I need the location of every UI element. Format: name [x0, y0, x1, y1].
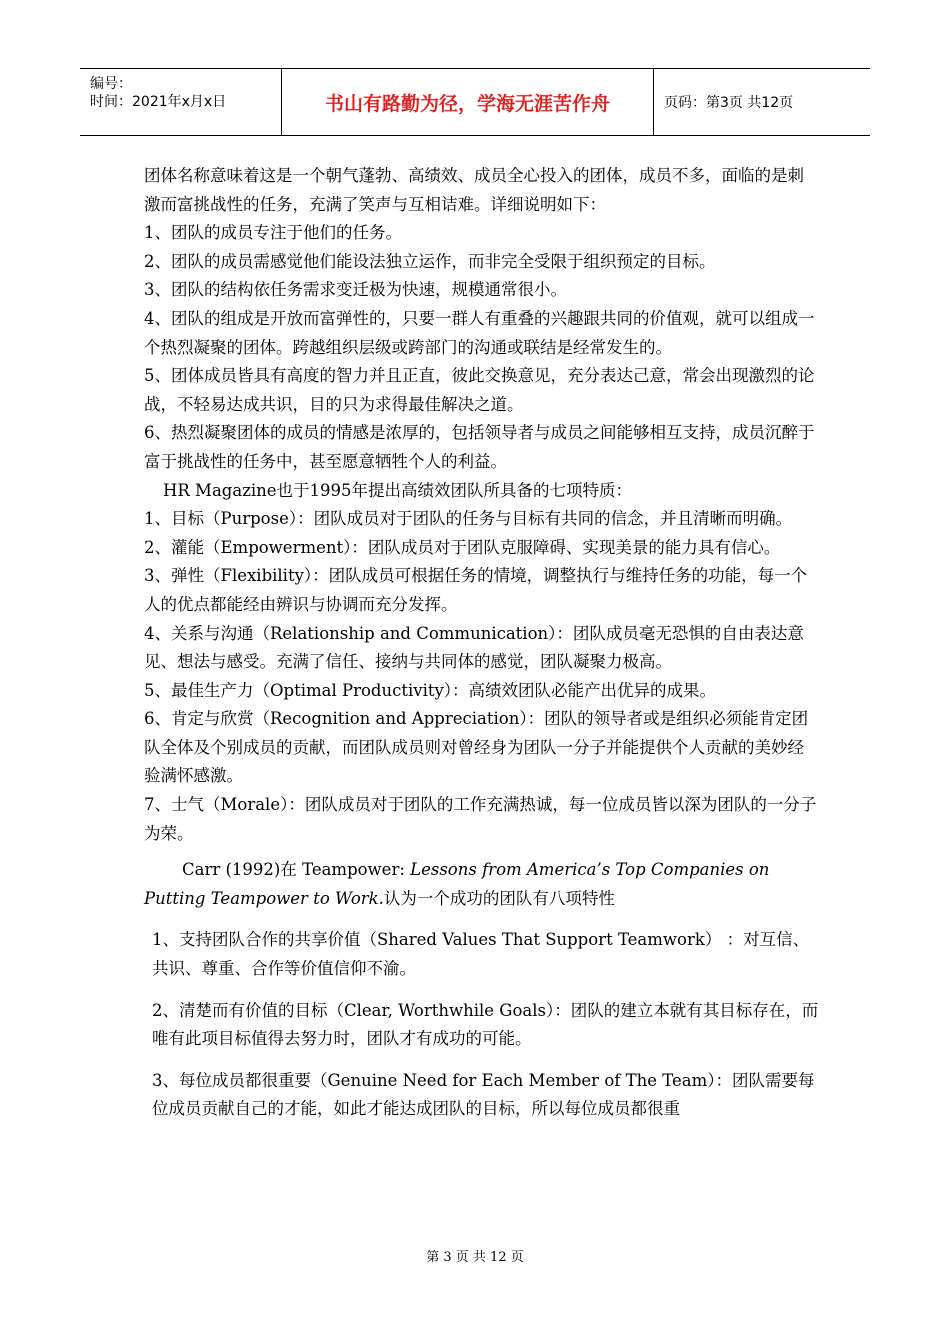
carr-conclusion: 认为一个成功的团队有八项特性: [383, 888, 615, 908]
date-label: 时间：2021年x月x日: [90, 94, 227, 110]
success-item-1: 1、支持团队合作的共享价值（Shared Values That Support Teamwork） ：对互信、共识、尊重、合作等价值信仰不渝。: [152, 930, 810, 979]
document-body: [144, 162, 820, 1124]
intro-paragraph: 团体名称意味着这是一个朝气蓬勃、高绩效、成员全心投入的团体，成员不多，面临的是刺激而富挑战性的任务，充满了笑声与互相诘难。详细说明如下：: [144, 166, 804, 214]
detail-item-1: 1、团队的成员专注于他们的任务。: [144, 223, 402, 243]
detail-item-3: 3、团队的结构依任务需求变迁极为快速，规模通常很小。: [144, 280, 567, 300]
trait-item-5: 5、最佳生产力（Optimal Productivity）：高绩效团队必能产出优异的成果。: [144, 680, 717, 700]
hr-magazine-paragraph: HR Magazine也于1995年提出高绩效团队所具备的七项特质：: [163, 480, 633, 500]
carr-book-title: Lessons from America’s Top Companies on Putting Teampower to Work.: [144, 860, 770, 908]
page-header: [80, 68, 870, 136]
trait-item-7: 7、士气（Morale）：团队成员对于团队的工作充满热诚，每一位成员皆以深为团队的一分子为荣。: [144, 795, 817, 843]
detail-item-2: 2、团队的成员需感觉他们能设法独立运作，而非完全受限于组织预定的目标。: [144, 251, 716, 271]
header-page-info: 页码：第3页 共12页: [664, 95, 794, 111]
detail-item-6: 6、热烈凝聚团体的成员的情感是浓厚的，包括领导者与成员之间能够相互支持，成员沉醉于富于挑战性的任务中，甚至愿意牺牲个人的利益。: [144, 423, 815, 471]
header-motto: 书山有路勤为径，学海无涯苦作舟: [282, 69, 654, 135]
detail-item-4: 4、团队的组成是开放而富弹性的，只要一群人有重叠的兴趣跟共同的价值观，就可以组成一个热烈凝聚的团体。跨越组织层级或跨部门的沟通或联结是经常发生的。: [144, 308, 815, 357]
trait-item-6: 6、肯定与欣赏（Recognition and Appreciation）：团队的领导者或是组织必须能肯定团队全体及个别成员的贡献，而团队成员则对曾经身为团队一分子并能提供个人贡献的美妙经验满怀感激。: [144, 709, 809, 786]
number-label: 编号：: [90, 76, 132, 92]
page-footer: 第 3 页 共 12 页: [426, 1250, 524, 1265]
carr-intro: Carr (1992)在 Teampower:: [182, 860, 411, 880]
trait-item-4: 4、关系与沟通（Relationship and Communication）：团队成员毫无恐惧的自由表达意见、想法与感受。充满了信任、接纳与共同体的感觉，团队凝聚力极高。: [144, 623, 804, 672]
success-item-2: 2、清楚而有价值的目标（Clear, Worthwhile Goals）：团队的建立本就有其目标存在，而唯有此项目标值得去努力时，团队才有成功的可能。: [152, 1000, 819, 1049]
trait-item-3: 3、弹性（Flexibility）：团队成员可根据任务的情境，调整执行与维持任务的功能，每一个人的优点都能经由辨识与协调而充分发挥。: [144, 566, 808, 614]
trait-item-2: 2、灌能（Empowerment）：团队成员对于团队克服障碍、实现美景的能力具有信心。: [144, 537, 781, 557]
header-meta: [80, 69, 282, 135]
trait-item-1: 1、目标（Purpose）：团队成员对于团队的任务与目标有共同的信念，并且清晰而明确。: [144, 509, 793, 529]
detail-item-5: 5、团体成员皆具有高度的智力并且正直，彼此交换意见，充分表达己意，常会出现激烈的论战，不轻易达成共识，目的只为求得最佳解决之道。: [144, 366, 815, 414]
carr-paragraph: [144, 856, 820, 913]
success-item-3: 3、每位成员都很重要（Genuine Need for Each Member of The Team）：团队需要每位成员贡献自己的才能，如此才能达成团队的目标，所以每位成员都很重: [152, 1070, 815, 1119]
